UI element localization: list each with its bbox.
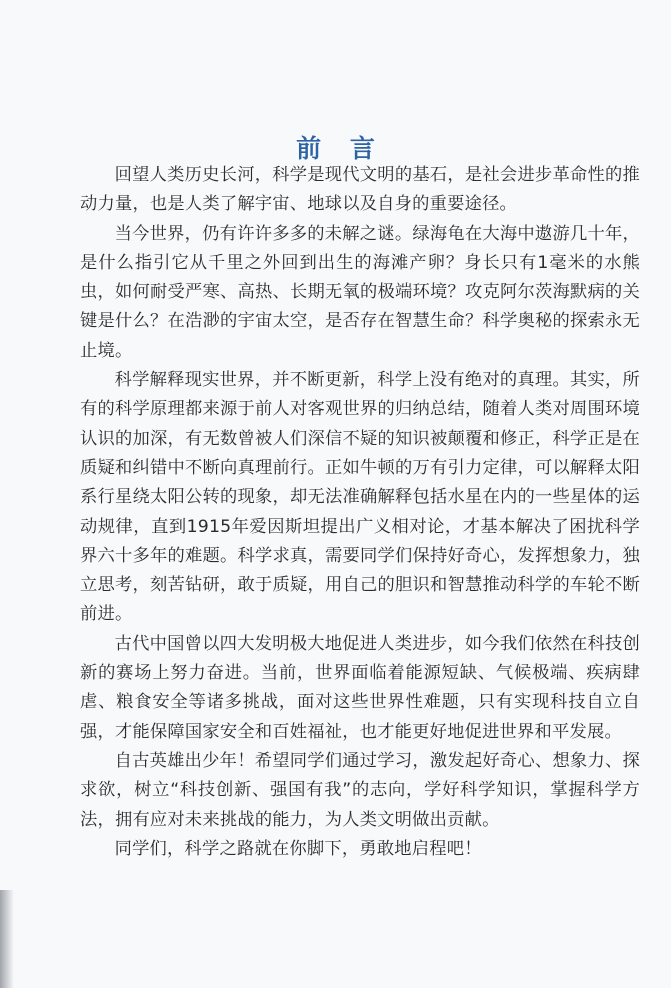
paragraph: 回望人类历史长河，科学是现代文明的基石，是社会进步革命性的推动力量，也是人类了解宇宙、地球以及自身的重要途径。 xyxy=(80,165,640,215)
paragraph: 当今世界，仍有许许多多的未解之谜。绿海龟在大海中遨游几十年，是什么指引它从千里之外回到出生的海滩产卵？身长只有1毫米的水熊虫，如何耐受严寒、高热、长期无氧的极端环境？攻克阿尔茨海默病的关键是什么？在浩渺的宇宙太空，是否存在智慧生命？科学奥秘的探索永无止境。 xyxy=(80,223,640,361)
paragraph: 自古英雄出少年！希望同学们通过学习，激发起好奇心、想象力、探求欲，树立“科技创新、强国有我”的志向，学好科学知识，掌握科学方法，拥有应对未来挑战的能力，为人类文明做出贡献。 xyxy=(80,750,640,830)
paragraph: 同学们，科学之路就在你脚下，勇敢地启程吧！ xyxy=(114,838,482,859)
binding-shadow xyxy=(0,890,14,988)
preface-body xyxy=(80,161,640,864)
page-title: 前 言 xyxy=(296,133,385,163)
paragraph: 科学解释现实世界，并不断更新，科学上没有绝对的真理。其实，所有的科学原理都来源于前人对客观世界的归纳总结，随着人类对周围环境认识的加深，有无数曾被人们深信不疑的知识被颠覆和修正，科学正是在质疑和纠错中不断向真理前行。正如牛顿的万有引力定律，可以解释太阳系行星绕太阳公转的现象，却无法准确解释包括水星在内的一些星体的运动规律，直到1915年爱因斯坦提出广义相对论，才基本解决了困扰科学界六十多年的难题。科学求真，需要同学们保持好奇心，发挥想象力，独立思考，刻苦钻研，敢于质疑，用自己的胆识和智慧推动科学的车轮不断前进。 xyxy=(80,370,640,625)
paragraph: 古代中国曾以四大发明极大地促进人类进步，如今我们依然在科技创新的赛场上努力奋进。当前，世界面临着能源短缺、气候极端、疾病肆虐、粮食安全等诸多挑战，面对这些世界性难题，只有实现科技自立自强，才能保障国家安全和百姓福祉，也才能更好地促进世界和平发展。 xyxy=(80,633,640,742)
